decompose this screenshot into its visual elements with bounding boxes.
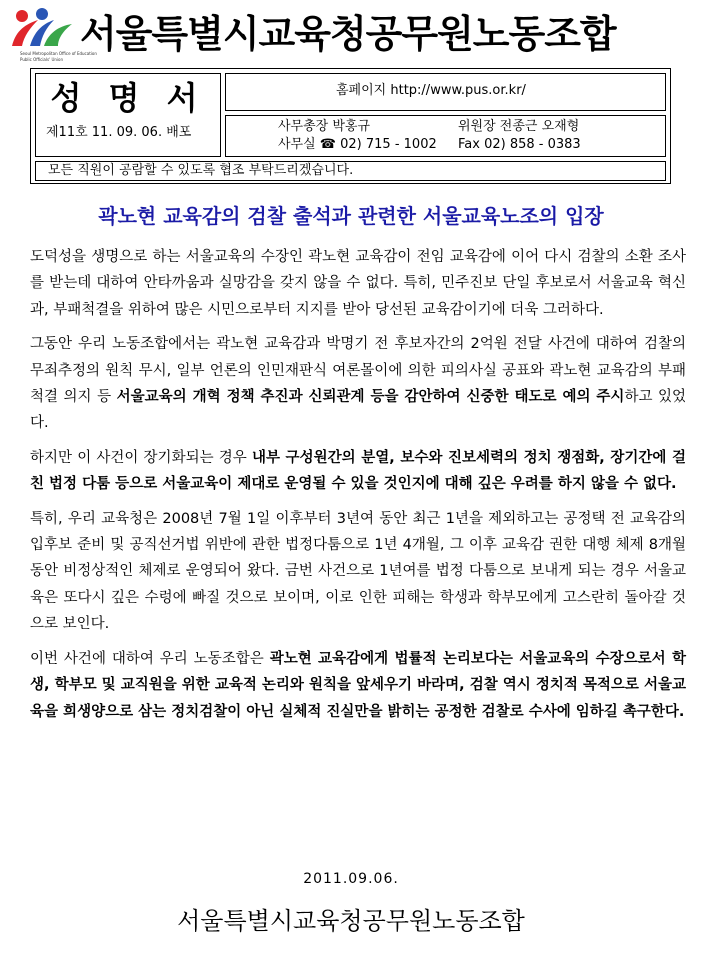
paragraph-4: 특히, 우리 교육청은 2008년 7월 1일 이후부터 3년여 동안 최근 1년을 제외하고는 공정택 전 교육감의 입후보 준비 및 공직선거법 위반에 관한 법정다툼으로 1년 4개월, 그 이후 교육감 권한 대행 체제 8개월 동안 비정상적인 체제로 운영되어 왔다. 금번 사건으로 1년여를 법정 다툼으로 보내게 되는 경우 서울교육은 또다시 깊은 수렁에 빠질 것으로 보이며, 이로 인한 피해는 학생과 학부모에게 고스란히 돌아갈 것으로 보인다. — [30, 510, 686, 633]
paragraph-3 — [30, 445, 686, 498]
paragraph-3-text: 하지만 이 사건이 장기화되는 경우 — [30, 449, 252, 466]
contact-box — [225, 115, 666, 157]
paragraph-5-text: 이번 사건에 대하여 우리 노동조합은 — [30, 650, 270, 667]
paragraph-2 — [30, 331, 686, 437]
paragraph-3-bold: 내부 구성원간의 분열, 보수와 진보세력의 정치 쟁점화, 장기간에 걸친 법정 다툼 등으로 서울교육이 제대로 운영될 수 있을 것인지에 대해 깊은 우려를 하지 않을 수 없다. — [30, 449, 686, 493]
union-logo — [8, 6, 97, 62]
paragraph-2-bold: 서울교육의 개혁 정책 추진과 신뢰관계 등을 감안하여 신중한 태도로 예의 주시 — [116, 389, 625, 406]
doc-type: 성 명 서 — [50, 79, 206, 117]
chairman: 위원장 전종근 오재형 — [458, 119, 580, 134]
secretary: 사무총장 박홍규 — [278, 119, 371, 134]
header — [0, 0, 702, 66]
notice-row — [35, 161, 666, 181]
statement-title: 곽노현 교육감의 검찰 출석과 관련한 서울교육노조의 입장 — [98, 204, 604, 228]
info-table — [30, 68, 671, 184]
notice: 모든 직원이 공람할 수 있도록 협조 부탁드리겠습니다. — [48, 163, 354, 178]
paragraph-5 — [30, 646, 686, 725]
union-logo-icon — [8, 6, 76, 50]
doc-type-box — [35, 73, 221, 157]
homepage-box — [225, 73, 666, 111]
homepage-link[interactable]: 홈페이지 http://www.pus.or.kr/ — [336, 83, 526, 98]
statement-date: 2011.09.06. — [303, 871, 399, 887]
paragraph-2-text: 그동안 우리 노동조합에서는 곽노현 교육감과 박명기 전 후보자간의 2억원 전달 사건에 대하여 검찰의 무죄추정의 원칙 무시, 일부 언론의 인민재판식 여론몰이에 의한 피의사실 공표와 곽노현 교육감의 부패척결 의지 등 — [30, 336, 686, 406]
statement-body — [30, 244, 686, 733]
paragraph-1: 도덕성을 생명으로 하는 서울교육의 수장인 곽노현 교육감이 전임 교육감에 이어 다시 검찰의 소환 조사를 받는데 대하여 안타까움과 실망감을 갖지 않을 수 없다. 특히, 민주진보 단일 후보로서 서울교육 혁신과, 부패척결을 위하여 많은 시민으로부터 지지를 받아 당선된 교육감이기에 더욱 그러하다. — [30, 249, 686, 318]
office-phone: 사무실 ☎ 02) 715 - 1002 — [278, 137, 437, 152]
logo-caption: Seoul Metropolitan Office of Education — [20, 51, 97, 56]
paragraph-2-end: 하고 있었다. — [30, 389, 687, 432]
fax: Fax 02) 858 - 0383 — [458, 137, 581, 152]
logo-caption-2: Public Officials' Union — [20, 57, 64, 62]
paragraph-5-bold: 곽노현 교육감에게 법률적 논리보다는 서울교육의 수장으로서 학생, 학부모 및 교직원을 위한 교육적 논리와 원칙을 앞세우기 바라며, 검찰 역시 정치적 목적으로 서울교육을 희생양으로 삼는 정치검찰이 아닌 실체적 진실만을 밝히는 공정한 검찰로 수사에 임하길 촉구한다. — [30, 650, 686, 720]
footer-org: 서울특별시교육청공무원노동조합 — [177, 907, 525, 935]
org-title: 서울특별시교육청공무원노동조합 — [80, 12, 616, 56]
issue-number: 제11호 11. 09. 06. 배포 — [46, 125, 192, 140]
